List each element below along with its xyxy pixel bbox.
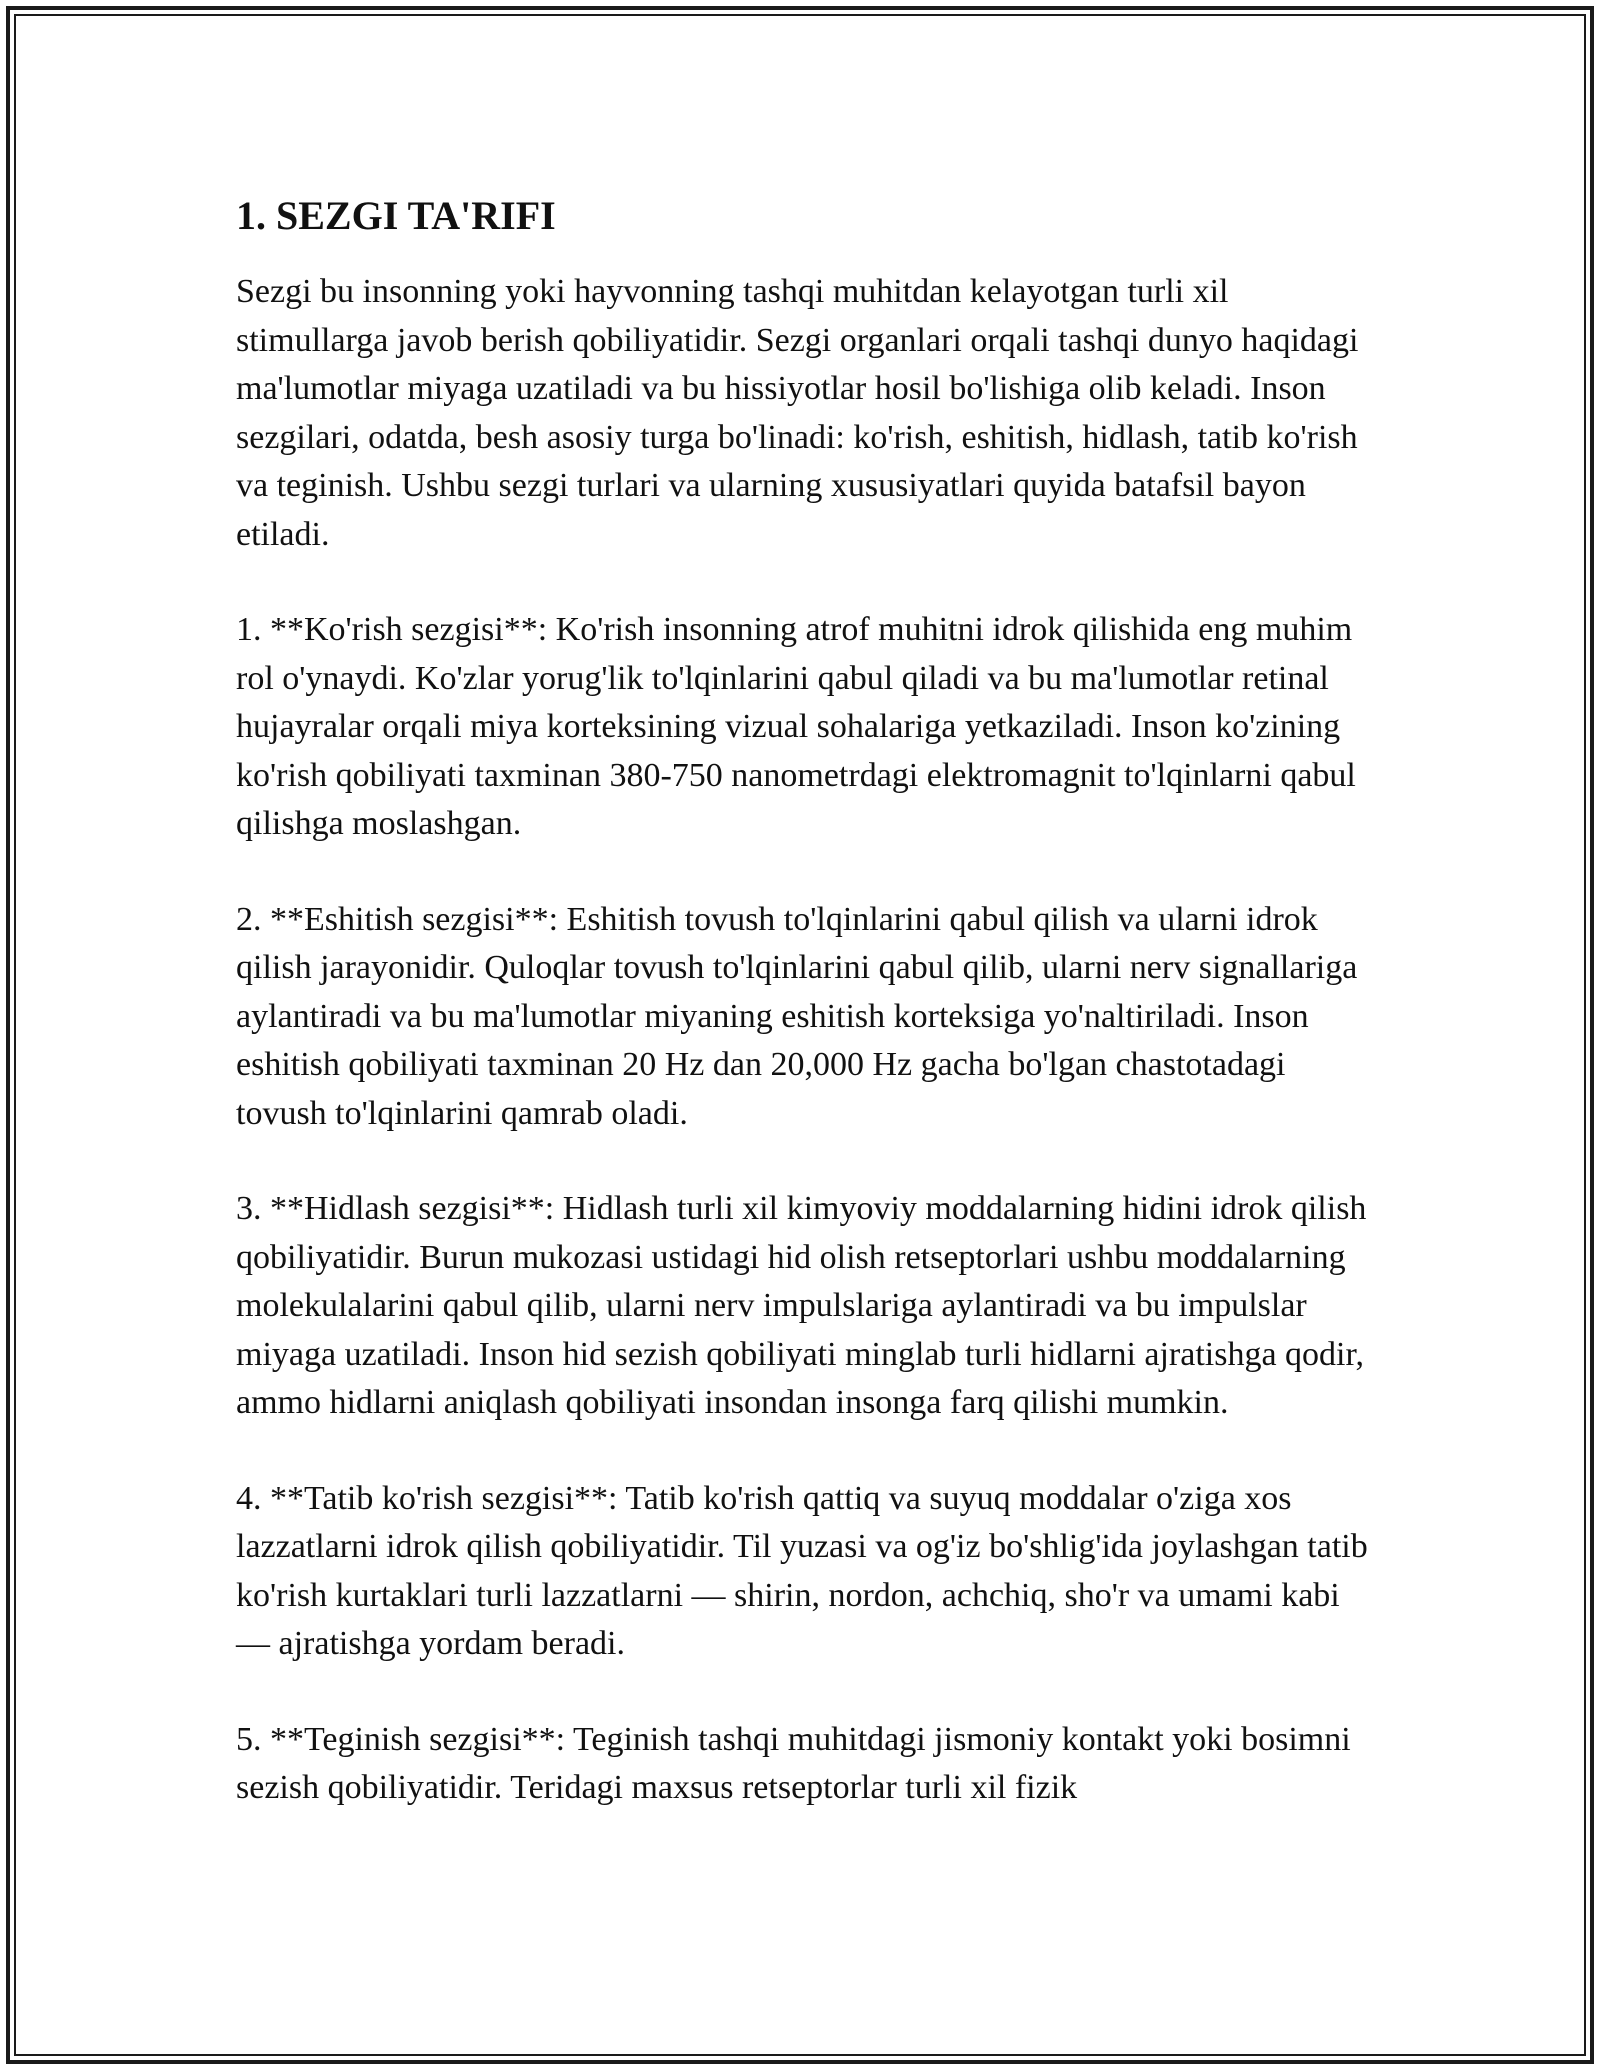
section-heading: 1. SEZGI TA'RIFI <box>236 193 556 238</box>
paragraph-smell: 3. **Hidlash sezgisi**: Hidlash turli xil kimyoviy moddalarning hidini idrok qilish qobiliyatidir. Burun mukozasi ustidagi hid olish retseptorlari ushbu moddalarning molekulalarini qabul qilib, ularni nerv impulslariga aylantiradi va bu impulslar miyaga uzatiladi. Inson hid sezish qobiliyati minglab turli hidlarni ajratishga qodir, ammo hidlarni aniqlash qobiliyati insondan insonga farq qilishi mumkin. <box>236 1190 1367 1421</box>
paragraph-hearing: 2. **Eshitish sezgisi**: Eshitish tovush to'lqinlarini qabul qilish va ularni idrok qilish jarayonidir. Quloqlar tovush to'lqinlarini qabul qilib, ularni nerv signallariga aylantiradi va bu ma'lumotlar miyaning eshitish korteksiga yo'naltiriladi. Inson eshitish qobiliyati taxminan 20 Hz dan 20,000 Hz gacha bo'lgan chastotadagi tovush to'lqinlarini qamrab oladi. <box>236 900 1358 1132</box>
paragraph-intro: Sezgi bu insonning yoki hayvonning tashqi muhitdan kelayotgan turli xil stimullarga javob berish qobiliyatidir. Sezgi organlari orqali tashqi dunyo haqidagi ma'lumotlar miyaga uzatiladi va bu hissiyotlar hosil bo'lishiga olib keladi. Inson sezgilari, odatda, besh asosiy turga bo'linadi: ko'rish, eshitish, hidlash, tatib ko'rish va teginish. Ushbu sezgi turlari va ularning xususiyatlari quyida batafsil bayon etiladi. <box>236 273 1359 553</box>
document-body <box>236 188 1376 1860</box>
paragraph-taste: 4. **Tatib ko'rish sezgisi**: Tatib ko'rish qattiq va suyuq moddalar o'ziga xos lazzatlarni idrok qilish qobiliyatidir. Til yuzasi va og'iz bo'shlig'ida joylashgan tatib ko'rish kurtaklari turli lazzatlarni — shirin, nordon, achchiq, sho'r va umami kabi — ajratishga yordam beradi. <box>236 1479 1368 1662</box>
paragraph-touch: 5. **Teginish sezgisi**: Teginish tashqi muhitdagi jismoniy kontakt yoki bosimni sezish qobiliyatidir. Teridagi maxsus retseptorlar turli xil fizik <box>236 1720 1351 1806</box>
paragraph-sight: 1. **Ko'rish sezgisi**: Ko'rish insonning atrof muhitni idrok qilishida eng muhim rol o'ynaydi. Ko'zlar yorug'lik to'lqinlarini qabul qiladi va bu ma'lumotlar retinal hujayralar orqali miya korteksining vizual sohalariga yetkaziladi. Inson ko'zining ko'rish qobiliyati taxminan 380-750 nanometrdagi elektromagnit to'lqinlarni qabul qilishga moslashgan. <box>236 611 1356 842</box>
